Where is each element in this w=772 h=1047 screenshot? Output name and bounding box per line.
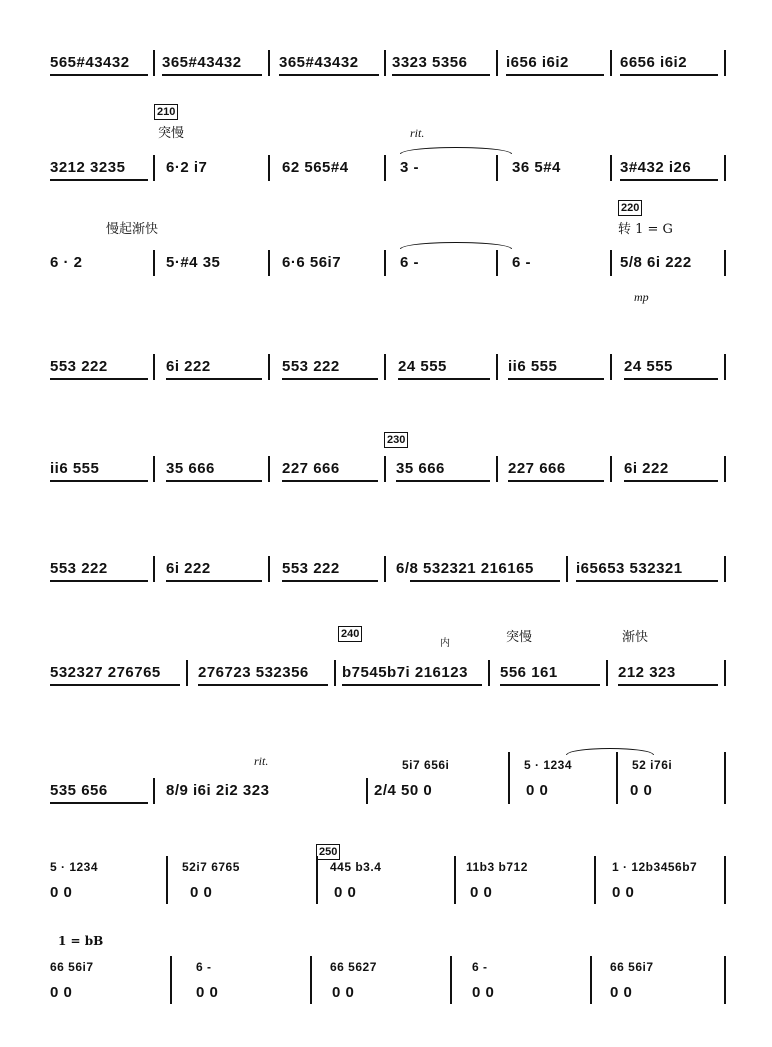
- barline: [268, 155, 270, 181]
- measure: i656 i6i2: [506, 54, 569, 71]
- barline: [610, 50, 612, 76]
- measure: 6·6 56i7: [282, 254, 342, 271]
- measure: 365#43432: [162, 54, 242, 71]
- measure: 5·#4 35: [166, 254, 221, 271]
- barline: [268, 50, 270, 76]
- barline: [496, 50, 498, 76]
- upper-voice: 6 -: [472, 960, 488, 974]
- measure: 212 323: [618, 664, 676, 681]
- barline: [508, 752, 510, 804]
- beam-underline: [50, 378, 148, 380]
- measure: 0 0: [332, 984, 355, 1001]
- barline: [566, 556, 568, 582]
- beam-underline: [508, 480, 604, 482]
- beam-underline: [279, 74, 379, 76]
- measure: 6 -: [400, 254, 420, 271]
- beam-underline: [166, 480, 262, 482]
- beam-underline: [50, 580, 148, 582]
- measure: 5/8 6i 222: [620, 254, 692, 271]
- measure: 35 666: [166, 460, 215, 477]
- beam-underline: [50, 802, 148, 804]
- measure: ii6 555: [508, 358, 558, 375]
- barline: [153, 556, 155, 582]
- barline: [384, 556, 386, 582]
- beam-underline: [282, 480, 378, 482]
- barline: [316, 856, 318, 904]
- upper-voice: 11b3 b712: [466, 860, 528, 874]
- barline: [268, 456, 270, 482]
- rehearsal-mark: 230: [384, 432, 408, 448]
- barline: [610, 250, 612, 276]
- barline: [384, 354, 386, 380]
- barline: [384, 155, 386, 181]
- measure: 532327 276765: [50, 664, 161, 681]
- key-change: 转 1 = G: [618, 222, 673, 237]
- rehearsal-mark: 220: [618, 200, 642, 216]
- measure: 2/4 50 0: [374, 782, 433, 799]
- barline: [153, 778, 155, 804]
- beam-underline: [576, 580, 718, 582]
- measure: 6656 i6i2: [620, 54, 688, 71]
- beam-underline: [500, 684, 600, 686]
- tempo-marking: 慢起渐快: [106, 222, 159, 237]
- barline: [610, 155, 612, 181]
- barline: [268, 354, 270, 380]
- beam-underline: [342, 684, 482, 686]
- barline: [488, 660, 490, 686]
- measure: 553 222: [50, 560, 108, 577]
- beam-underline: [506, 74, 604, 76]
- measure: 0 0: [526, 782, 549, 799]
- measure: 553 222: [282, 358, 340, 375]
- beam-underline: [50, 480, 148, 482]
- measure: 0 0: [50, 984, 73, 1001]
- upper-voice: 5 · 1234: [50, 860, 99, 874]
- barline: [454, 856, 456, 904]
- measure: 0 0: [50, 884, 73, 901]
- rehearsal-mark: 240: [338, 626, 362, 642]
- measure: 0 0: [334, 884, 357, 901]
- barline: [450, 956, 452, 1004]
- upper-voice: 5 · 1234: [524, 758, 573, 772]
- measure: 6·2 i7: [166, 159, 208, 176]
- beam-underline: [396, 480, 490, 482]
- barline: [724, 660, 726, 686]
- barline: [170, 956, 172, 1004]
- beam-underline: [618, 684, 718, 686]
- beam-underline: [410, 580, 560, 582]
- barline: [384, 456, 386, 482]
- measure: i65653 532321: [576, 560, 683, 577]
- barline: [616, 752, 618, 804]
- beam-underline: [198, 684, 328, 686]
- beam-underline: [392, 74, 490, 76]
- measure: 553 222: [50, 358, 108, 375]
- measure: 0 0: [612, 884, 635, 901]
- measure: 24 555: [398, 358, 447, 375]
- beam-underline: [620, 179, 718, 181]
- barline: [724, 50, 726, 76]
- barline: [496, 354, 498, 380]
- barline: [384, 250, 386, 276]
- barline: [268, 556, 270, 582]
- measure: 0 0: [610, 984, 633, 1001]
- barline: [310, 956, 312, 1004]
- slur: [400, 242, 512, 249]
- beam-underline: [166, 580, 262, 582]
- measure: 3 -: [400, 159, 420, 176]
- upper-voice: 6 -: [196, 960, 212, 974]
- beam-underline: [508, 378, 604, 380]
- measure: 6 · 2: [50, 254, 83, 271]
- barline: [153, 155, 155, 181]
- measure: 24 555: [624, 358, 673, 375]
- barline: [334, 660, 336, 686]
- measure: 276723 532356: [198, 664, 309, 681]
- measure: 556 161: [500, 664, 558, 681]
- beam-underline: [620, 74, 718, 76]
- barline: [724, 354, 726, 380]
- upper-voice: 52 i76i: [632, 758, 673, 772]
- measure: 8/9 i6i 2i2 323: [166, 782, 270, 799]
- measure: 6/8 532321 216165: [396, 560, 534, 577]
- measure: 553 222: [282, 560, 340, 577]
- fingering-marking: 内: [440, 638, 450, 649]
- barline: [724, 250, 726, 276]
- barline: [610, 456, 612, 482]
- beam-underline: [398, 378, 490, 380]
- beam-underline: [50, 684, 180, 686]
- tempo-marking: 突慢: [506, 630, 533, 645]
- measure: 3#432 i26: [620, 159, 692, 176]
- barline: [153, 250, 155, 276]
- measure: 0 0: [196, 984, 219, 1001]
- barline: [590, 956, 592, 1004]
- measure: 227 666: [508, 460, 566, 477]
- measure: 6 -: [512, 254, 532, 271]
- rehearsal-mark: 210: [154, 104, 178, 120]
- tempo-marking: 渐快: [622, 630, 649, 645]
- slur: [400, 147, 512, 154]
- upper-voice: 5i7 656i: [402, 758, 450, 772]
- upper-voice: 66 56i7: [610, 960, 654, 974]
- barline: [594, 856, 596, 904]
- barline: [724, 752, 726, 804]
- measure: 36 5#4: [512, 159, 561, 176]
- upper-voice: 1 · 12b3456b7: [612, 860, 698, 874]
- barline: [153, 50, 155, 76]
- beam-underline: [162, 74, 262, 76]
- barline: [610, 354, 612, 380]
- barline: [153, 354, 155, 380]
- measure: 62 565#4: [282, 159, 349, 176]
- barline: [724, 556, 726, 582]
- barline: [724, 856, 726, 904]
- measure: 6i 222: [624, 460, 669, 477]
- measure: 565#43432: [50, 54, 130, 71]
- beam-underline: [50, 74, 148, 76]
- barline: [153, 456, 155, 482]
- beam-underline: [624, 480, 718, 482]
- beam-underline: [282, 580, 378, 582]
- tempo-marking: 突慢: [158, 126, 185, 141]
- beam-underline: [282, 378, 378, 380]
- measure: 227 666: [282, 460, 340, 477]
- barline: [606, 660, 608, 686]
- beam-underline: [50, 179, 148, 181]
- measure: 35 666: [396, 460, 445, 477]
- slur: [566, 748, 654, 755]
- barline: [724, 956, 726, 1004]
- tempo-marking: rit.: [254, 754, 269, 768]
- barline: [166, 856, 168, 904]
- key-change: 1 = bB: [58, 934, 104, 948]
- upper-voice: 66 5627: [330, 960, 377, 974]
- barline: [496, 250, 498, 276]
- rehearsal-mark: 250: [316, 844, 340, 860]
- barline: [496, 155, 498, 181]
- upper-voice: 66 56i7: [50, 960, 94, 974]
- measure: 0 0: [470, 884, 493, 901]
- barline: [724, 456, 726, 482]
- dynamic-marking: mp: [634, 290, 649, 304]
- measure: 365#43432: [279, 54, 359, 71]
- upper-voice: 52i7 6765: [182, 860, 240, 874]
- measure: 535 656: [50, 782, 108, 799]
- barline: [186, 660, 188, 686]
- measure: 6i 222: [166, 358, 211, 375]
- measure: 3323 5356: [392, 54, 468, 71]
- measure: 0 0: [190, 884, 213, 901]
- tempo-marking: rit.: [410, 126, 425, 140]
- barline: [366, 778, 368, 804]
- beam-underline: [166, 378, 262, 380]
- measure: 3212 3235: [50, 159, 126, 176]
- upper-voice: 445 b3.4: [330, 860, 382, 874]
- measure: ii6 555: [50, 460, 100, 477]
- barline: [724, 155, 726, 181]
- measure: 0 0: [630, 782, 653, 799]
- barline: [496, 456, 498, 482]
- measure: 6i 222: [166, 560, 211, 577]
- measure: b7545b7i 216123: [342, 664, 468, 681]
- barline: [384, 50, 386, 76]
- beam-underline: [624, 378, 718, 380]
- barline: [268, 250, 270, 276]
- measure: 0 0: [472, 984, 495, 1001]
